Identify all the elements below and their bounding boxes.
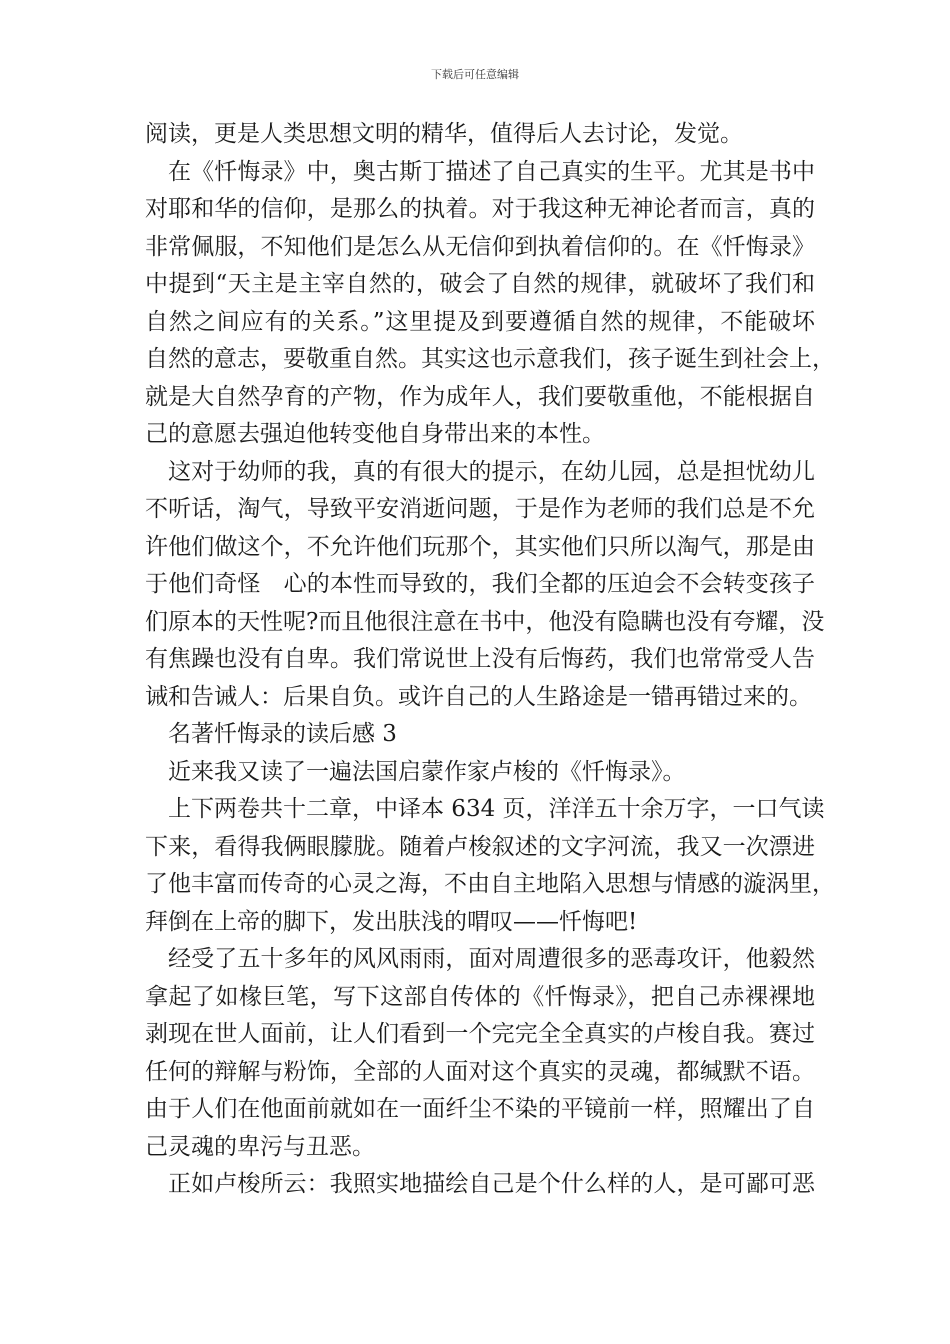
- text-line: 对耶和华的信仰，是那么的执着。对于我这种无神论者而言，真的: [145, 196, 815, 222]
- text-line: 下来，看得我俩眼朦胧。随着卢梭叙述的文字河流，我又一次漂进: [145, 833, 815, 860]
- text-line: 就是大自然孕育的产物，作为成年人，我们要敬重他，不能根据自: [145, 383, 815, 410]
- page-header: 下载后可任意编辑: [431, 68, 519, 81]
- text-line: 名著忏悔录的读后感 3: [168, 721, 397, 747]
- text-line: 己的意愿去强迫他转变他自身带出来的本性。: [145, 421, 605, 447]
- text-line: 由于人们在他面前就如在一面纤尘不染的平镜前一样，照耀出了自: [145, 1096, 815, 1122]
- text-line: 许他们做这个，不允许他们玩那个，其实他们只所以淘气，那是由: [145, 533, 815, 560]
- text-line: 们原本的天性呢?而且他很注意在书中，他没有隐瞒也没有夸耀，没: [145, 608, 825, 635]
- text-line: 非常佩服，不知他们是怎么从无信仰到执着信仰的。在《忏悔录》: [145, 233, 815, 260]
- text-line: 这对于幼师的我，真的有很大的提示，在幼儿园，总是担忧幼儿: [168, 458, 815, 485]
- text-line: 不听话，淘气，导致平安消逝问题，于是作为老师的我们总是不允: [145, 496, 815, 522]
- text-line: 剥现在世人面前，让人们看到一个完完全全真实的卢梭自我。赛过: [145, 1021, 815, 1047]
- text-line: 诫和告诫人：后果自负。或许自己的人生路途是一错再错过来的。: [145, 683, 812, 710]
- text-line: 于他们奇怪 心的本性而导致的，我们全都的压迫会不会转变孩子: [145, 571, 815, 597]
- document-body: [145, 116, 835, 1204]
- text-line: 拿起了如椽巨笔，写下这部自传体的《忏悔录》，把自己赤裸裸地: [145, 983, 815, 1010]
- text-line: 了他丰富而传奇的心灵之海，不由自主地陷入思想与情感的漩涡里，: [145, 871, 835, 897]
- text-line: 自然的意志，要敬重自然。其实这也示意我们，孩子诞生到社会上，: [145, 346, 835, 372]
- text-line: 上下两卷共十二章，中译本 634 页，洋洋五十余万字，一口气读: [168, 796, 825, 822]
- text-line: 中提到“天主是主宰自然的，破会了自然的规律，就破坏了我们和: [145, 271, 815, 297]
- text-line: 己灵魂的卑污与丑恶。: [145, 1133, 375, 1160]
- text-line: 经受了五十多年的风风雨雨，面对周遭很多的恶毒攻讦，他毅然: [168, 946, 815, 972]
- text-line: 拜倒在上帝的脚下，发出肤浅的喟叹——忏悔吧!: [145, 908, 638, 935]
- text-line: 在《忏悔录》中，奥古斯丁描述了自己真实的生平。尤其是书中: [168, 158, 815, 185]
- text-line: 自然之间应有的关系。”这里提及到要遵循自然的规律，不能破坏: [145, 308, 815, 335]
- text-line: 正如卢梭所云：我照实地描绘自己是个什么样的人，是可鄙可恶: [168, 1171, 815, 1197]
- text-line: 近来我又读了一遍法国启蒙作家卢梭的《忏悔录》。: [168, 758, 686, 785]
- text-line: 有焦躁也没有自卑。我们常说世上没有后悔药，我们也常常受人告: [145, 646, 815, 672]
- text-line: 阅读，更是人类思想文明的精华，值得后人去讨论，发觉。: [145, 121, 743, 147]
- text-line: 任何的辩解与粉饰，全部的人面对这个真实的灵魂，都缄默不语。: [145, 1058, 815, 1085]
